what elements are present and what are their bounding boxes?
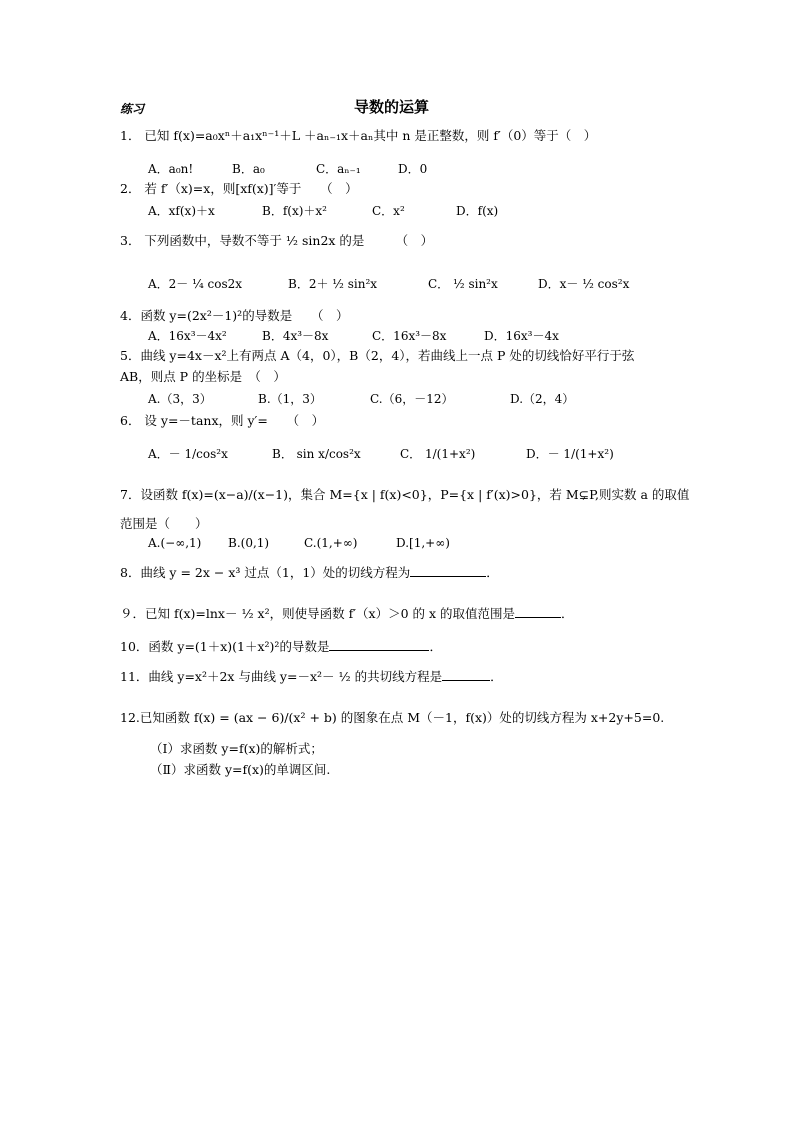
question-2-stem: 2． 若 f′（x)=x，则[xf(x)]′等于 （ ） (120, 181, 358, 196)
question-8-stem: 8．曲线 y = 2x − x³ 过点（1，1）处的切线方程为 (120, 565, 411, 580)
q2-option-d: D．f(x) (456, 204, 499, 218)
q6-option-b: B． sin x/cos²x (272, 447, 361, 461)
practice-tag: 练习 (120, 102, 145, 116)
q8-answer-blank[interactable] (410, 564, 486, 577)
q1-option-a: A．a₀n! (148, 162, 194, 176)
q1-option-c: C．aₙ₋₁ (316, 162, 361, 176)
q3-option-c: C． ½ sin²x (428, 277, 498, 291)
question-5-stem: 5．曲线 y=4x－x²上有两点 A（4，0），B（2，4），若曲线上一点 P 处的切线恰好平行于弦 (120, 348, 635, 363)
q5-option-b: B.（1，3） (258, 392, 322, 406)
question-11-line: 11．曲线 y=x²＋2x 与曲线 y=－x²－ ½ 的共切线方程是 ． (120, 669, 503, 684)
question-5-stem-continued: AB，则点 P 的坐标是 （ ） (120, 369, 286, 384)
q6-option-c: C． 1/(1+x²) (400, 447, 476, 461)
q10-answer-blank[interactable] (329, 638, 429, 651)
question-4-stem: 4．函数 y=(2x²－1)²的导数是 （ ） (120, 308, 349, 323)
header (0, 96, 794, 120)
q5-option-a: A.（3，3） (148, 392, 212, 406)
question-1-stem: 1． 已知 f(x)=a₀xⁿ＋a₁xⁿ⁻¹＋L ＋aₙ₋₁x＋aₙ其中 n 是正整数，则 f′（0）等于（ ） (120, 128, 597, 143)
q4-option-a: A．16x³－4x² (148, 329, 227, 343)
question-10-stem: 10．函数 y=(1＋x)(1＋x²)²的导数是 (120, 639, 330, 654)
q5-option-d: D.（2，4） (510, 392, 575, 406)
q12-part-1: （Ⅰ）求函数 y=f(x)的解析式； (150, 741, 323, 756)
q3-option-d: D．x－ ½ cos²x (538, 277, 630, 291)
q3-option-b: B．2＋ ½ sin²x (288, 277, 378, 291)
q4-option-b: B．4x³－8x (262, 329, 329, 343)
q4-option-d: D．16x³－4x (484, 329, 559, 343)
q7-option-c: C.(1,+∞) (304, 536, 358, 550)
q7-option-a: A.(−∞,1) (148, 536, 202, 550)
q7-option-d: D.[1,+∞) (396, 536, 450, 550)
q2-option-b: B．f(x)＋x² (262, 204, 327, 218)
q4-option-c: C．16x³－8x (372, 329, 447, 343)
q9-answer-blank[interactable] (515, 605, 561, 618)
q1-option-d: D．0 (398, 162, 428, 176)
question-7-stem: 7．设函数 f(x)=(x−a)/(x−1)，集合 M={x | f(x)<0}，P={x | f′(x)>0}，若 M⊊P,则实数 a 的取值 (120, 487, 690, 502)
q3-option-a: A．2－ ¼ cos2x (148, 277, 243, 291)
q6-option-d: D．－ 1/(1+x²) (526, 447, 614, 461)
q12-part-2: （Ⅱ）求函数 y=f(x)的单调区间. (150, 762, 331, 777)
question-6-stem: 6． 设 y=－tanx，则 y′= （ ） (120, 413, 325, 428)
q2-option-a: A．xf(x)＋x (148, 204, 215, 218)
q1-option-b: B．a₀ (232, 162, 265, 176)
question-12-stem: 12.已知函数 f(x) = (ax − 6)/(x² + b) 的图象在点 M（－1，f(x)）处的切线方程为 x+2y+5=0. (120, 710, 665, 725)
page-title: 导数的运算 (354, 98, 430, 116)
question-7-stem-continued: 范围是（ ） (120, 516, 208, 531)
q11-answer-blank[interactable] (442, 668, 490, 681)
question-9-stem: ９．已知 f(x)=lnx－ ½ x²，则使导函数 f′（x）＞0 的 x 的取值范围是 (120, 606, 516, 621)
question-8-line: 8．曲线 y = 2x − x³ 过点（1，1）处的切线方程为 ． (120, 565, 499, 580)
question-10-line: 10．函数 y=(1＋x)(1＋x²)²的导数是 ． (120, 639, 442, 654)
q6-option-a: A．－ 1/cos²x (148, 447, 228, 461)
question-3-stem: 3． 下列函数中，导数不等于 ½ sin2x 的是 （ ） (120, 233, 434, 248)
q7-option-b: B.(0,1) (228, 536, 270, 550)
q5-option-c: C.（6，－12） (370, 392, 454, 406)
question-9-line: ９．已知 f(x)=lnx－ ½ x²，则使导函数 f′（x）＞0 的 x 的取值范围是 ． (120, 606, 574, 621)
question-11-stem: 11．曲线 y=x²＋2x 与曲线 y=－x²－ ½ 的共切线方程是 (120, 669, 443, 684)
q2-option-c: C．x² (372, 204, 405, 218)
